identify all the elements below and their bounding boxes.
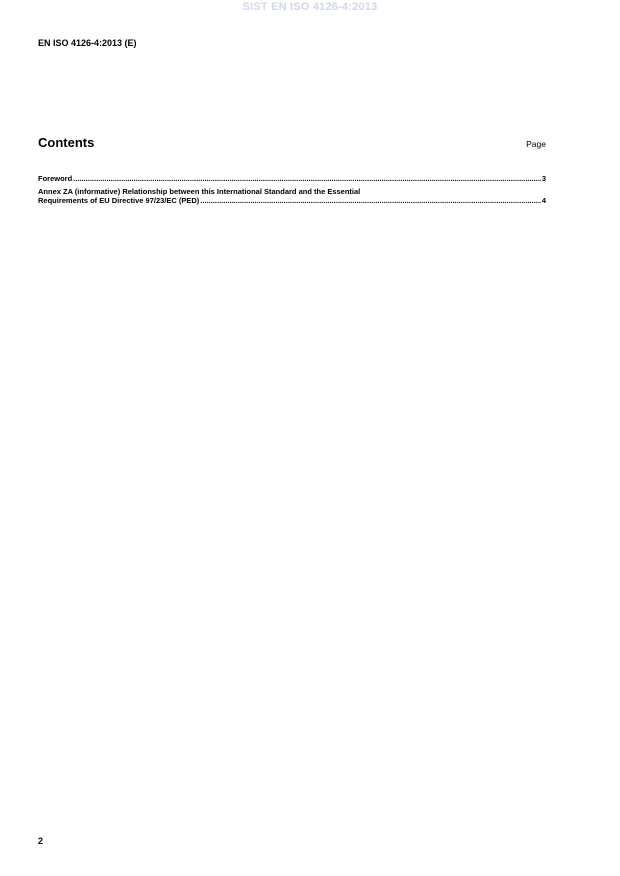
document-id: EN ISO 4126-4:2013 (E): [38, 38, 137, 48]
page-number: 2: [38, 836, 44, 846]
toc-entry-foreword[interactable]: [38, 174, 546, 183]
toc-entry-page: 4: [541, 196, 546, 205]
toc-entry-title[interactable]: Annex ZA (informative) Relationship between this International Standard and the Essential: [38, 187, 361, 196]
toc-dot-leader: [200, 196, 541, 205]
contents-heading: Contents: [38, 135, 95, 150]
toc-entry-title[interactable]: Foreword: [38, 174, 73, 183]
toc-dot-leader: [73, 174, 541, 183]
page-column-label: Page: [526, 139, 546, 149]
toc-entry-title-continued[interactable]: Requirements of EU Directive 97/23/EC (PED): [38, 196, 200, 205]
toc-entry-annex-za[interactable]: [38, 187, 546, 205]
table-of-contents: [38, 174, 546, 209]
toc-entry-page: 3: [541, 174, 546, 183]
watermark: SIST EN ISO 4126-4:2013: [242, 1, 378, 13]
